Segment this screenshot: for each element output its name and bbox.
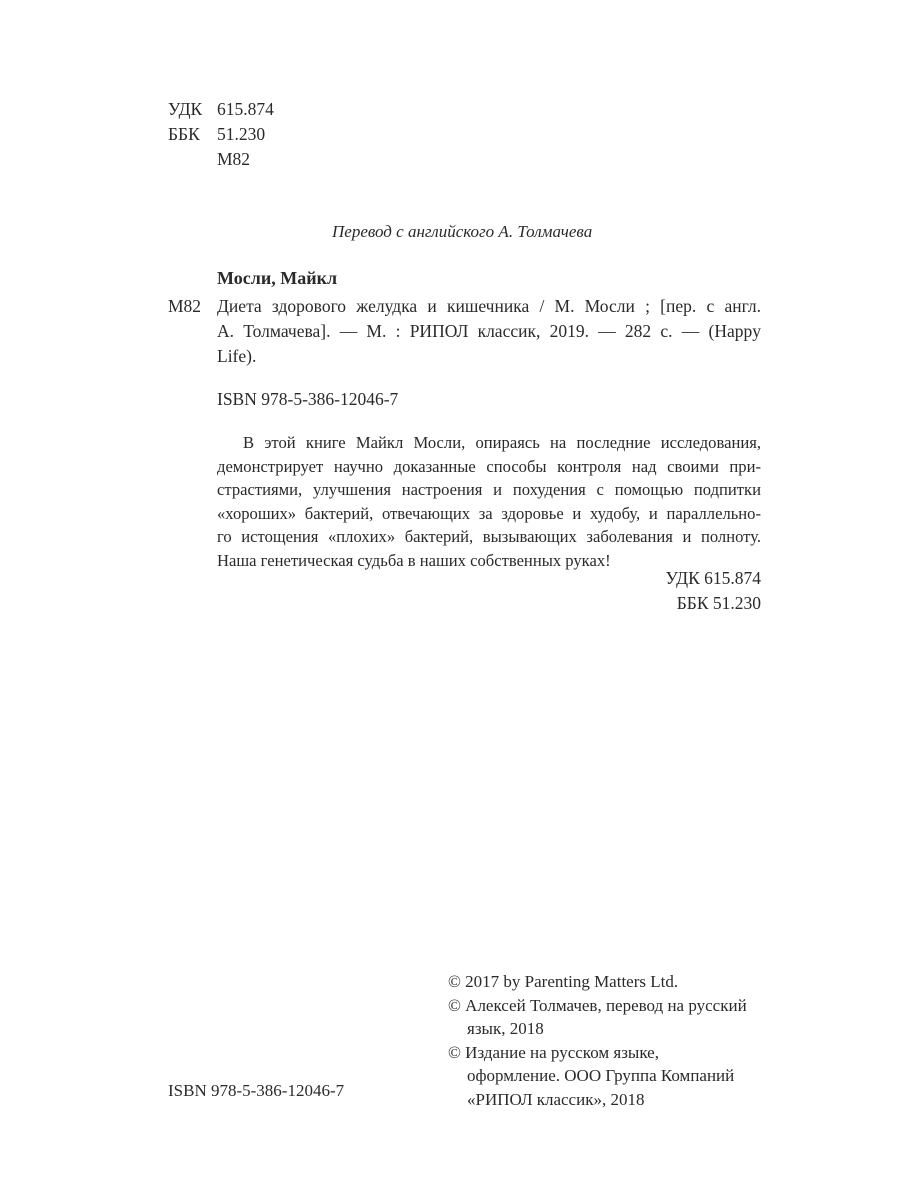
annotation-line: Наша генетическая судьба в наших собственных руках! (217, 550, 611, 570)
isbn-bottom: ISBN 978-5-386-12046-7 (168, 1081, 345, 1100)
annotation-line: страстиями, улучшения настроения и похудения с помощью подпитки (217, 480, 761, 499)
udk-value: 615.874 (217, 99, 274, 119)
udk-label: УДК (168, 99, 203, 119)
copyright-block (448, 970, 768, 1111)
copyright-line: © Издание на русском языке, (448, 1042, 659, 1062)
right-bbk: ББК 51.230 (676, 593, 761, 613)
annotation-paragraph (217, 431, 761, 572)
copyright-line: оформление. ООО Группа Компаний (467, 1066, 735, 1085)
bbk-label: ББК (168, 124, 200, 144)
record-code: М82 (168, 296, 202, 316)
bbk-value: 51.230 (217, 124, 266, 144)
record-line: А. Толмачева]. — М. : РИПОЛ классик, 2019. — 282 с. — (Happy (217, 321, 761, 341)
author-sign-row (168, 147, 274, 172)
translator-note: Перевод с английского А. Толмачева (332, 222, 593, 241)
copyright-line: © Алексей Толмачев, перевод на русский (448, 995, 747, 1015)
right-codes (560, 566, 761, 616)
copyright-line: язык, 2018 (467, 1019, 544, 1038)
annotation-line: «хороших» бактерий, отвечающих за здоровье и худобу, и параллельно- (217, 503, 761, 523)
annotation-line: В этой книге Майкл Мосли, опираясь на последние исследования, (243, 433, 761, 452)
right-udk: УДК 615.874 (665, 568, 761, 588)
copyright-line: «РИПОЛ классик», 2018 (467, 1089, 645, 1109)
author-sign: М82 (217, 149, 251, 169)
record-description (217, 294, 761, 369)
annotation-line: демонстрирует научно доказанные способы контроля над своими при- (217, 456, 761, 476)
record-line: Life). (217, 346, 257, 366)
annotation-line: го истощения «плохих» бактерий, вызывающих заболевания и полноту. (217, 527, 761, 546)
copyright-line: © 2017 by Parenting Matters Ltd. (448, 972, 679, 991)
record-isbn: ISBN 978-5-386-12046-7 (217, 389, 399, 409)
classification-block (168, 97, 274, 172)
record-line: Диета здорового желудка и кишечника / М. Мосли ; [пер. с англ. (217, 296, 761, 316)
udk-row (168, 97, 274, 122)
bbk-row (168, 122, 274, 147)
record-author: Мосли, Майкл (217, 268, 338, 288)
